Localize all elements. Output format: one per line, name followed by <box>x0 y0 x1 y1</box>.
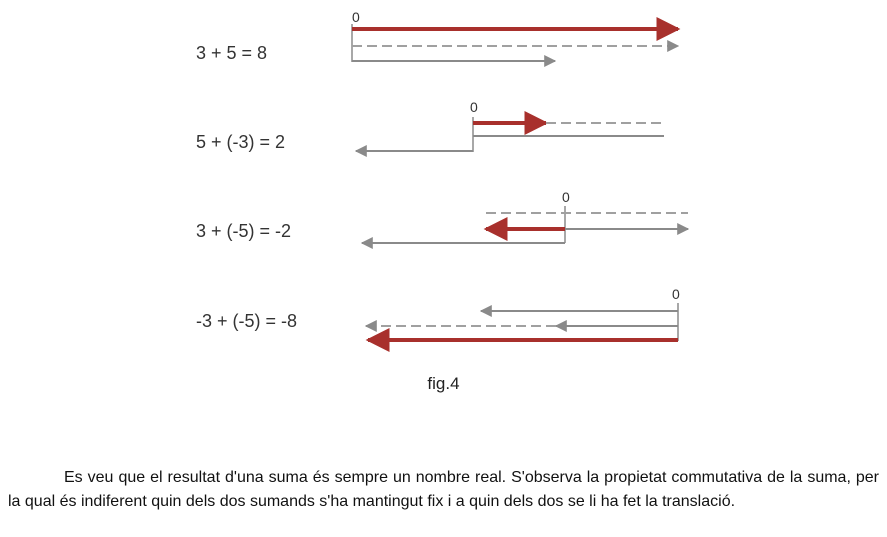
zero-label: 0 <box>672 286 680 302</box>
row-1-diagram <box>352 9 678 62</box>
row-2-diagram <box>356 99 664 152</box>
zero-label: 0 <box>470 99 478 115</box>
equation-row-1: 3 + 5 = 8 <box>196 43 268 63</box>
row-4-diagram <box>366 286 680 341</box>
equation-row-2: 5 + (-3) = 2 <box>196 132 286 152</box>
zero-label: 0 <box>352 9 360 25</box>
row-3-diagram <box>362 189 688 243</box>
figure-caption: fig.4 <box>427 374 460 393</box>
equation-row-4: -3 + (-5) = -8 <box>196 311 298 331</box>
zero-label: 0 <box>562 189 570 205</box>
equation-row-3: 3 + (-5) = -2 <box>196 221 292 241</box>
body-paragraph: Es veu que el resultat d'una suma és sempre un nombre real. S'observa la propietat commutativa de la suma, per la qual és indiferent quin dels dos sumands s'ha mantingut fix i a quin dels dos se li ha fet la translació. <box>8 469 879 510</box>
